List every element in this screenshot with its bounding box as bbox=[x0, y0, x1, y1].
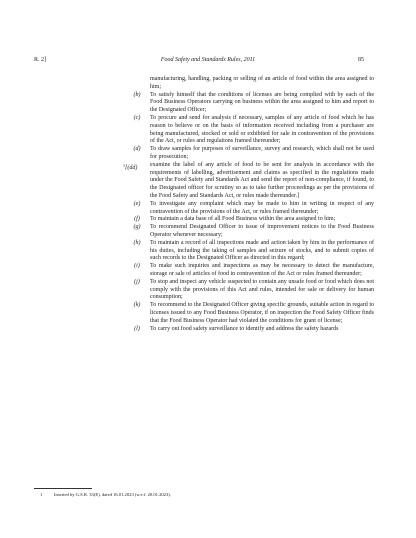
clause-text: To recommend to the Designated Officer giving specific grounds, suitable action in regard to licenses issued to any Food Business Operator, if on inspection the Food Safety Officer finds that the Food Business Operator had violated the conditions for grant of license; bbox=[150, 302, 374, 324]
continuation-paragraph: manufacturing, handling, packing or selling of an article of food within the area assigned to him; bbox=[150, 76, 374, 90]
page-number: 85 bbox=[358, 57, 364, 63]
clause-j bbox=[134, 278, 374, 302]
clause-l bbox=[134, 325, 374, 334]
running-header-title: Food Safety and Standards Rules, 2011 bbox=[160, 57, 256, 63]
clause-text: To recommend Designated Officer to issue of improvement notices to the Food Business Operator whenever necessary; bbox=[150, 224, 374, 238]
clause-text: To satisfy himself that the conditions of licenses are being complied with by each of the Food Business Operators carrying on business within the area assigned to him and report to the Designated Officer; bbox=[150, 91, 374, 114]
clause-label: (d) bbox=[133, 146, 141, 153]
clause-text: To maintain a data base of all Food Business within the area assigned to him; bbox=[150, 216, 336, 223]
clause-c bbox=[133, 114, 374, 146]
clause-label: $^1$[(dd) bbox=[123, 162, 138, 171]
rule-body bbox=[123, 76, 374, 333]
footnote-text: Inserted by G.S.R. 33(E), dated 16.01.2023 (w.e.f. 20.01.2023). bbox=[54, 492, 171, 497]
clause-d bbox=[133, 146, 374, 162]
clause-label: (i) bbox=[134, 263, 140, 270]
clause-dd bbox=[123, 161, 374, 201]
footnote-number: 1 bbox=[40, 492, 43, 497]
clause-label: (e) bbox=[133, 200, 141, 207]
clause-text: To carry out food safety surveillance to identify and address the safety hazards bbox=[150, 325, 339, 332]
clause-text: To maintain a record of all inspections made and action taken by him in the performance of his duties, including the taking of samples and seizure of stocks, and to submit copies of such records to the Designated Officer as directed in this regard; bbox=[150, 239, 374, 262]
clause-label: (j) bbox=[134, 278, 140, 285]
clause-k bbox=[133, 302, 374, 325]
footnote-marker: 1 bbox=[123, 162, 125, 168]
clause-label: (f) bbox=[134, 216, 140, 223]
clause-label: (c) bbox=[133, 114, 141, 121]
clause-label: (k) bbox=[133, 302, 141, 309]
footnote-divider bbox=[34, 488, 92, 489]
clause-label: (g) bbox=[133, 224, 141, 231]
clause-label: (b) bbox=[133, 91, 141, 98]
footnote bbox=[40, 492, 171, 497]
clause-g bbox=[133, 224, 374, 240]
clause-f bbox=[134, 216, 374, 224]
clause-text: To procure and send for analysis if necessary, samples of any article of food which he has reason to believe or on the basis of information received including from a purchaser are being manufactured, stocked or sold or exhibited for sale in contravention of the provisions of the Act, or rules and regulations framed thereunder; bbox=[150, 114, 374, 145]
clause-text: To stop and inspect any vehicle suspected to contain any unsafe food or food which does not comply with the provisions of this Act and rules, intended for sale or delivery for human consumption; bbox=[150, 278, 374, 301]
clause-e bbox=[133, 200, 374, 217]
clause-text: To investigate any complaint which may be made to him in writing in respect of any contravention of the provisions of the Act, or rules framed thereunder; bbox=[150, 200, 374, 215]
clause-label: (h) bbox=[133, 239, 141, 246]
clause-label: (l) bbox=[134, 325, 140, 332]
clause-text: examine the label of any article of food to be sent for analysis in accordance with the requirements of labelling, advertisement and claims as specified in the regulations made under the Food Safety and Standards Act and send the report of non-compliance, if found, to the Designated officer for scrutiny so as to take further proceedings as per the provisions of the Food Safety and Standards Act, or rules made thereunder.] bbox=[150, 161, 374, 199]
running-header-left: R. 2] bbox=[34, 57, 46, 63]
clause-text: To draw samples for purposes of surveillance, survey and research, which shall not be used for prosecution; bbox=[150, 146, 374, 160]
clause-i bbox=[134, 263, 374, 279]
clause-h bbox=[133, 239, 374, 263]
clause-text: To make such inquiries and inspections as may be necessary to detect the manufacture, storage or sale of articles of food in contravention of the Act or rules framed thereunder; bbox=[150, 263, 374, 277]
clause-b bbox=[133, 91, 374, 115]
